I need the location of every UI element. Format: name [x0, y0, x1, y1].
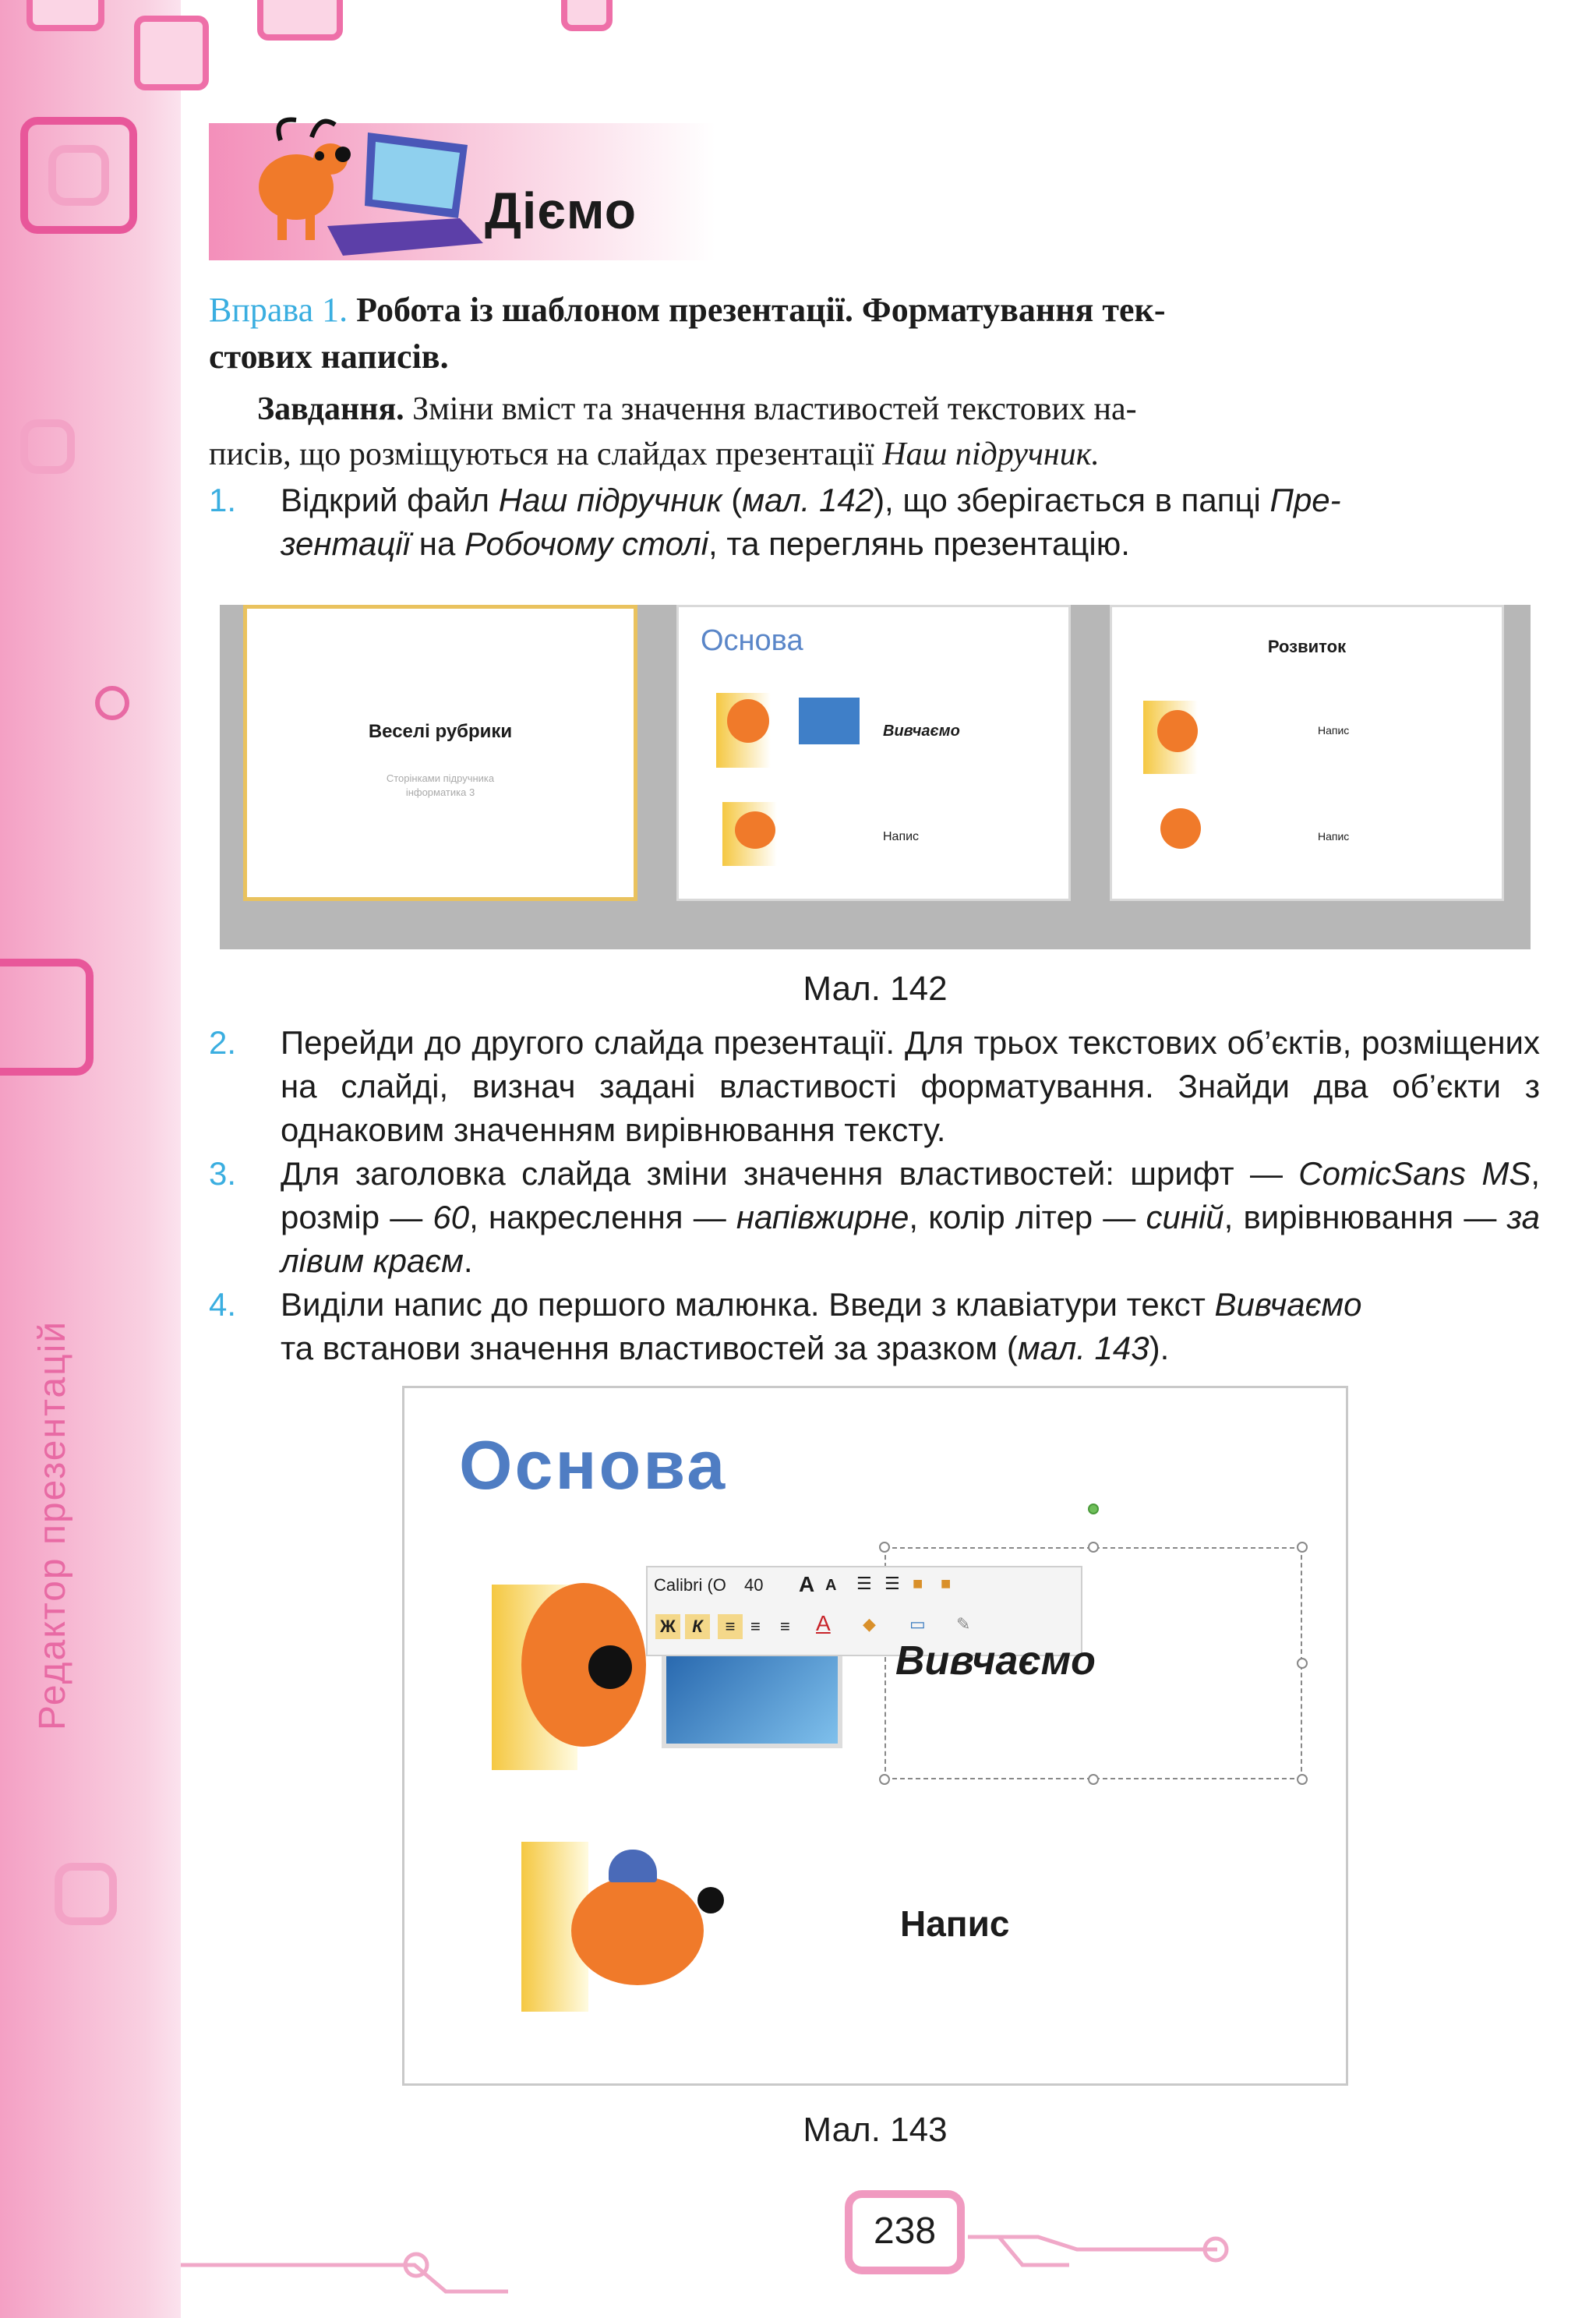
resize-handle-bl[interactable]	[879, 1774, 890, 1785]
step-3-text	[281, 1152, 1540, 1283]
exercise-label: Вправа 1.	[209, 291, 348, 329]
top-square-1	[26, 0, 104, 31]
resize-handle-bm[interactable]	[1088, 1774, 1099, 1785]
increase-indent-icon[interactable]: ☰	[885, 1574, 900, 1593]
shrink-font-icon[interactable]: A	[825, 1577, 837, 1594]
step-3-seg: , розмір —	[281, 1155, 1541, 1235]
slide-2-dog-2-body	[735, 811, 775, 849]
step-1-text	[281, 479, 1540, 566]
slide-thumb-2[interactable]	[676, 605, 1071, 901]
fill-color-icon[interactable]: ◆	[863, 1614, 876, 1634]
slide-1-subtitle-2: інформатика 3	[405, 786, 475, 798]
slide-3-label-1: Напис	[1318, 724, 1350, 737]
task-presentation-name: Наш підручник.	[882, 436, 1100, 472]
decrease-indent-icon[interactable]: ☰	[856, 1574, 872, 1593]
copy-format-icon[interactable]: ■	[941, 1574, 952, 1593]
sidebar	[0, 0, 181, 2318]
figure-143-slide	[402, 1386, 1348, 2086]
step-3-alignment: за лівим краєм	[281, 1199, 1540, 1279]
step-1	[209, 479, 1540, 566]
step-1-seg: на	[410, 525, 464, 562]
sidebar-dot-1	[95, 686, 129, 720]
resize-handle-br[interactable]	[1297, 1774, 1308, 1785]
exercise-title-line2: стових написів.	[209, 337, 449, 376]
resize-handle-tm[interactable]	[1088, 1542, 1099, 1553]
effects-icon[interactable]: ✎	[956, 1614, 971, 1634]
section-title: Діємо	[485, 182, 637, 239]
step-1-seg: Відкрий файл	[281, 482, 499, 518]
bold-button[interactable]: Ж	[655, 1614, 680, 1639]
slide-3-dog-2-icon	[1160, 808, 1201, 849]
figure-142-slide-sorter	[220, 605, 1531, 949]
step-1-seg: (	[722, 482, 743, 518]
dog-with-laptop-illustration	[234, 109, 491, 257]
task-line2	[209, 432, 1540, 477]
dog-with-cap-icon	[571, 1876, 704, 1985]
step-1-seg: , та переглянь презентацію.	[708, 525, 1130, 562]
resize-handle-tl[interactable]	[879, 1542, 890, 1553]
step-4-figure-ref: мал. 143	[1017, 1330, 1149, 1366]
text-label-2[interactable]: Напис	[900, 1903, 1010, 1944]
format-painter-icon[interactable]: ■	[913, 1574, 923, 1593]
top-square-4	[561, 0, 613, 31]
exercise-title-line1: Робота із шаблоном презентації. Форматування тек-	[356, 291, 1166, 329]
slide-2-title: Основа	[701, 624, 803, 657]
step-4-seg: Виділи напис до першого малюнка. Введи з клавіатури текст	[281, 1286, 1215, 1323]
slide-3-label-2: Напис	[1318, 830, 1350, 843]
step-2-text: Перейди до другого слайда презентації. Для трьох текстових об’єктів, розміщених на слайді, визнач задані властивості форматування. Знайди два об’єкти з однаковим значенням вирівнювання тексту.	[281, 1024, 1540, 1148]
step-3-color: синій	[1146, 1199, 1224, 1235]
text-label-1[interactable]: Вивчаємо	[895, 1638, 1096, 1684]
step-3-style: напівжирне	[736, 1199, 909, 1235]
step-4	[209, 1283, 1540, 1370]
dog-2-nose	[697, 1887, 724, 1913]
step-1-folder-name: Пре-	[1269, 482, 1341, 518]
steps-2-4	[209, 1021, 1540, 1370]
rotate-handle[interactable]	[1088, 1504, 1099, 1514]
slide-3-title: Розвиток	[1267, 637, 1347, 656]
step-1-number: 1.	[209, 482, 237, 518]
outline-color-icon[interactable]: ▭	[909, 1614, 926, 1634]
step-3-seg: , колір літер —	[909, 1199, 1146, 1235]
task-text-2: писів, що розміщуються на слайдах презентації	[209, 436, 874, 472]
step-2	[209, 1021, 1540, 1152]
step-3-seg: Для заголовка слайда зміни значення властивостей: шрифт —	[281, 1155, 1299, 1192]
font-color-icon[interactable]: A	[816, 1611, 831, 1635]
dog-1-nose	[588, 1645, 632, 1689]
figure-143-caption: Мал. 143	[803, 2111, 948, 2149]
slide-2-label-2: Напис	[883, 830, 920, 843]
slide-thumb-1[interactable]	[243, 605, 637, 901]
task-line1	[209, 387, 1540, 432]
step-4-word: Вивчаємо	[1214, 1286, 1362, 1323]
slide-2-monitor-icon	[799, 698, 860, 744]
italic-button[interactable]: К	[685, 1614, 710, 1639]
step-3-seg: , вирівнювання —	[1223, 1199, 1507, 1235]
step-3-size: 60	[433, 1199, 470, 1235]
step-1-desktop: Робочому столі	[464, 525, 709, 562]
font-size-dropdown[interactable]: 40	[744, 1575, 764, 1595]
align-center-icon[interactable]: ≡	[750, 1617, 761, 1636]
step-1-file-name: Наш підручник	[498, 482, 722, 518]
step-1-figure-ref: мал. 142	[742, 482, 874, 518]
top-square-2	[134, 16, 209, 90]
step-3	[209, 1152, 1540, 1283]
step-3-font: ComicSans MS	[1298, 1155, 1531, 1192]
slide-3-dog-1-body	[1157, 710, 1198, 752]
step-1-folder-name-2: зентації	[281, 525, 411, 562]
sidebar-square-2	[48, 145, 109, 206]
align-left-icon[interactable]: ≡	[718, 1614, 743, 1639]
resize-handle-tr[interactable]	[1297, 1542, 1308, 1553]
sidebar-square-4	[0, 959, 94, 1076]
resize-handle-mr[interactable]	[1297, 1658, 1308, 1669]
top-square-3	[257, 0, 343, 41]
step-3-seg: .	[463, 1242, 473, 1279]
page-number: 238	[845, 2190, 965, 2274]
step-1-seg: ), що зберігається в папці	[874, 482, 1270, 518]
step-2-number: 2.	[209, 1024, 237, 1061]
font-name-dropdown[interactable]: Calibri (О	[654, 1575, 726, 1595]
slide-1-title: Веселі рубрики	[368, 721, 513, 742]
exercise-title	[209, 287, 1540, 334]
task-text-1: Зміни вміст та значення властивостей текстових на-	[412, 391, 1137, 427]
slide-title[interactable]: Основа	[459, 1426, 728, 1504]
sidebar-square-3	[20, 419, 75, 474]
grow-font-icon[interactable]: A	[799, 1572, 815, 1596]
align-right-icon[interactable]: ≡	[780, 1617, 790, 1636]
step-3-seg: , накреслення —	[469, 1199, 736, 1235]
sidebar-square-5	[55, 1863, 117, 1925]
step-4-text	[281, 1283, 1540, 1370]
slide-2-label-1: Вивчаємо	[883, 723, 960, 740]
step-3-number: 3.	[209, 1155, 237, 1192]
step-4-number: 4.	[209, 1286, 237, 1323]
laptop-icon	[327, 133, 483, 256]
step-4-seg: ).	[1149, 1330, 1170, 1366]
dog-icon	[259, 120, 351, 240]
task-label: Завдання.	[257, 391, 404, 427]
step-4-seg: та встанови значення властивостей за зразком (	[281, 1330, 1018, 1366]
slide-thumb-3[interactable]	[1110, 605, 1504, 901]
sidebar-section-label: Редактор презентацій	[32, 1320, 73, 1730]
slide-1-subtitle-1: Сторінками підручника	[386, 772, 495, 784]
figure-142-caption: Мал. 142	[803, 970, 948, 1008]
slide-2-dog-1-body	[727, 699, 769, 743]
dog-cap-icon	[609, 1850, 657, 1882]
